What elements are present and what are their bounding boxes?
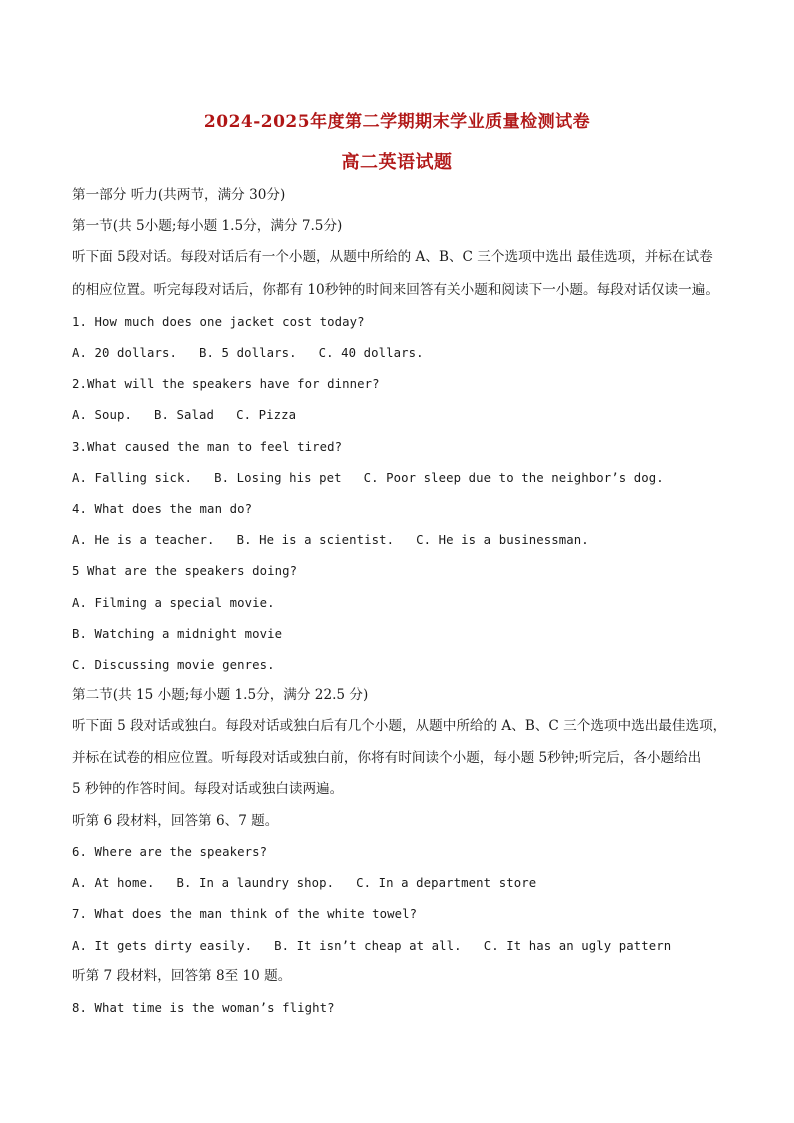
exam-title: 2024-2025年度第二学期期末学业质量检测试卷 — [203, 112, 591, 132]
question-7-stem: 7. What does the man think of the white towel? — [72, 907, 418, 921]
question-6-options — [72, 874, 536, 892]
option-c: C. He is a businessman. — [416, 533, 589, 547]
part1-heading: 第一部分 听力(共两节，满分 30分) — [72, 187, 286, 203]
exam-subtitle: 高二英语试题 — [341, 152, 453, 173]
option-c: C. It has an ugly pattern — [483, 939, 672, 953]
question-4-stem: 4. What does the man do? — [72, 502, 253, 516]
option-a: A. At home. — [72, 876, 155, 890]
option-a: A. 20 dollars. — [72, 346, 178, 360]
option-c: C. Pizza — [236, 408, 297, 422]
question-4-options — [72, 531, 589, 549]
section1-instruction-line: 听下面 5段对话。每段对话后有一个小题，从题中所给的 A、B、C 三个选项中选出 最佳选项，并标在试卷 — [72, 249, 713, 265]
section2-instruction-line: 并标在试卷的相应位置。听每段对话或独白前，你将有时间读个小题，每小题 5秒钟;听完后，各小题给出 — [72, 750, 702, 766]
section2-instruction-line: 5 秒钟的作答时间。每段对话或独白读两遍。 — [72, 781, 344, 797]
option-b: B. In a laundry shop. — [176, 876, 335, 890]
material-7-note: 听第 7 段材料，回答第 8至 10 题。 — [72, 968, 292, 984]
material-6-note: 听第 6 段材料，回答第 6、7 题。 — [72, 813, 279, 829]
option-a: A. Falling sick. — [72, 471, 193, 485]
option-b: B. 5 dollars. — [199, 346, 297, 360]
question-3-stem: 3.What caused the man to feel tired? — [72, 440, 343, 454]
section2-heading: 第二节(共 15 小题;每小题 1.5分，满分 22.5 分) — [72, 687, 369, 703]
question-7-options — [72, 937, 671, 955]
question-1-options — [72, 344, 424, 362]
option-b: B. Salad — [154, 408, 215, 422]
question-5-stem: 5 What are the speakers doing? — [72, 564, 298, 578]
section1-heading: 第一节(共 5小题;每小题 1.5分，满分 7.5分) — [72, 218, 343, 234]
option-c: C. In a department store — [356, 876, 537, 890]
option-c: C. 40 dollars. — [318, 346, 424, 360]
section2-instruction-line: 听下面 5 段对话或独白。每段对话或独白后有几个小题，从题中所给的 A、B、C 三个选项中选出最佳选项， — [72, 718, 727, 734]
option-a: A. Soup. — [72, 408, 133, 422]
question-5-option-c: C. Discussing movie genres. — [72, 658, 275, 672]
question-3-options — [72, 469, 664, 487]
question-6-stem: 6. Where are the speakers? — [72, 845, 268, 859]
option-b: B. He is a scientist. — [236, 533, 395, 547]
option-a: A. It gets dirty easily. — [72, 939, 253, 953]
question-2-stem: 2.What will the speakers have for dinner? — [72, 377, 380, 391]
question-5-option-a: A. Filming a special movie. — [72, 596, 275, 610]
section1-instruction-line: 的相应位置。听完每段对话后，你都有 10秒钟的时间来回答有关小题和阅读下一小题。每段对话仅读一遍。 — [72, 282, 719, 298]
option-a: A. He is a teacher. — [72, 533, 215, 547]
question-5-option-b: B. Watching a midnight movie — [72, 627, 283, 641]
question-2-options — [72, 406, 296, 424]
option-c: C. Poor sleep due to the neighbor’s dog. — [363, 471, 664, 485]
option-b: B. It isn’t cheap at all. — [274, 939, 462, 953]
question-1-stem: 1. How much does one jacket cost today? — [72, 315, 365, 329]
option-b: B. Losing his pet — [214, 471, 342, 485]
question-8-stem: 8. What time is the woman’s flight? — [72, 1001, 335, 1015]
